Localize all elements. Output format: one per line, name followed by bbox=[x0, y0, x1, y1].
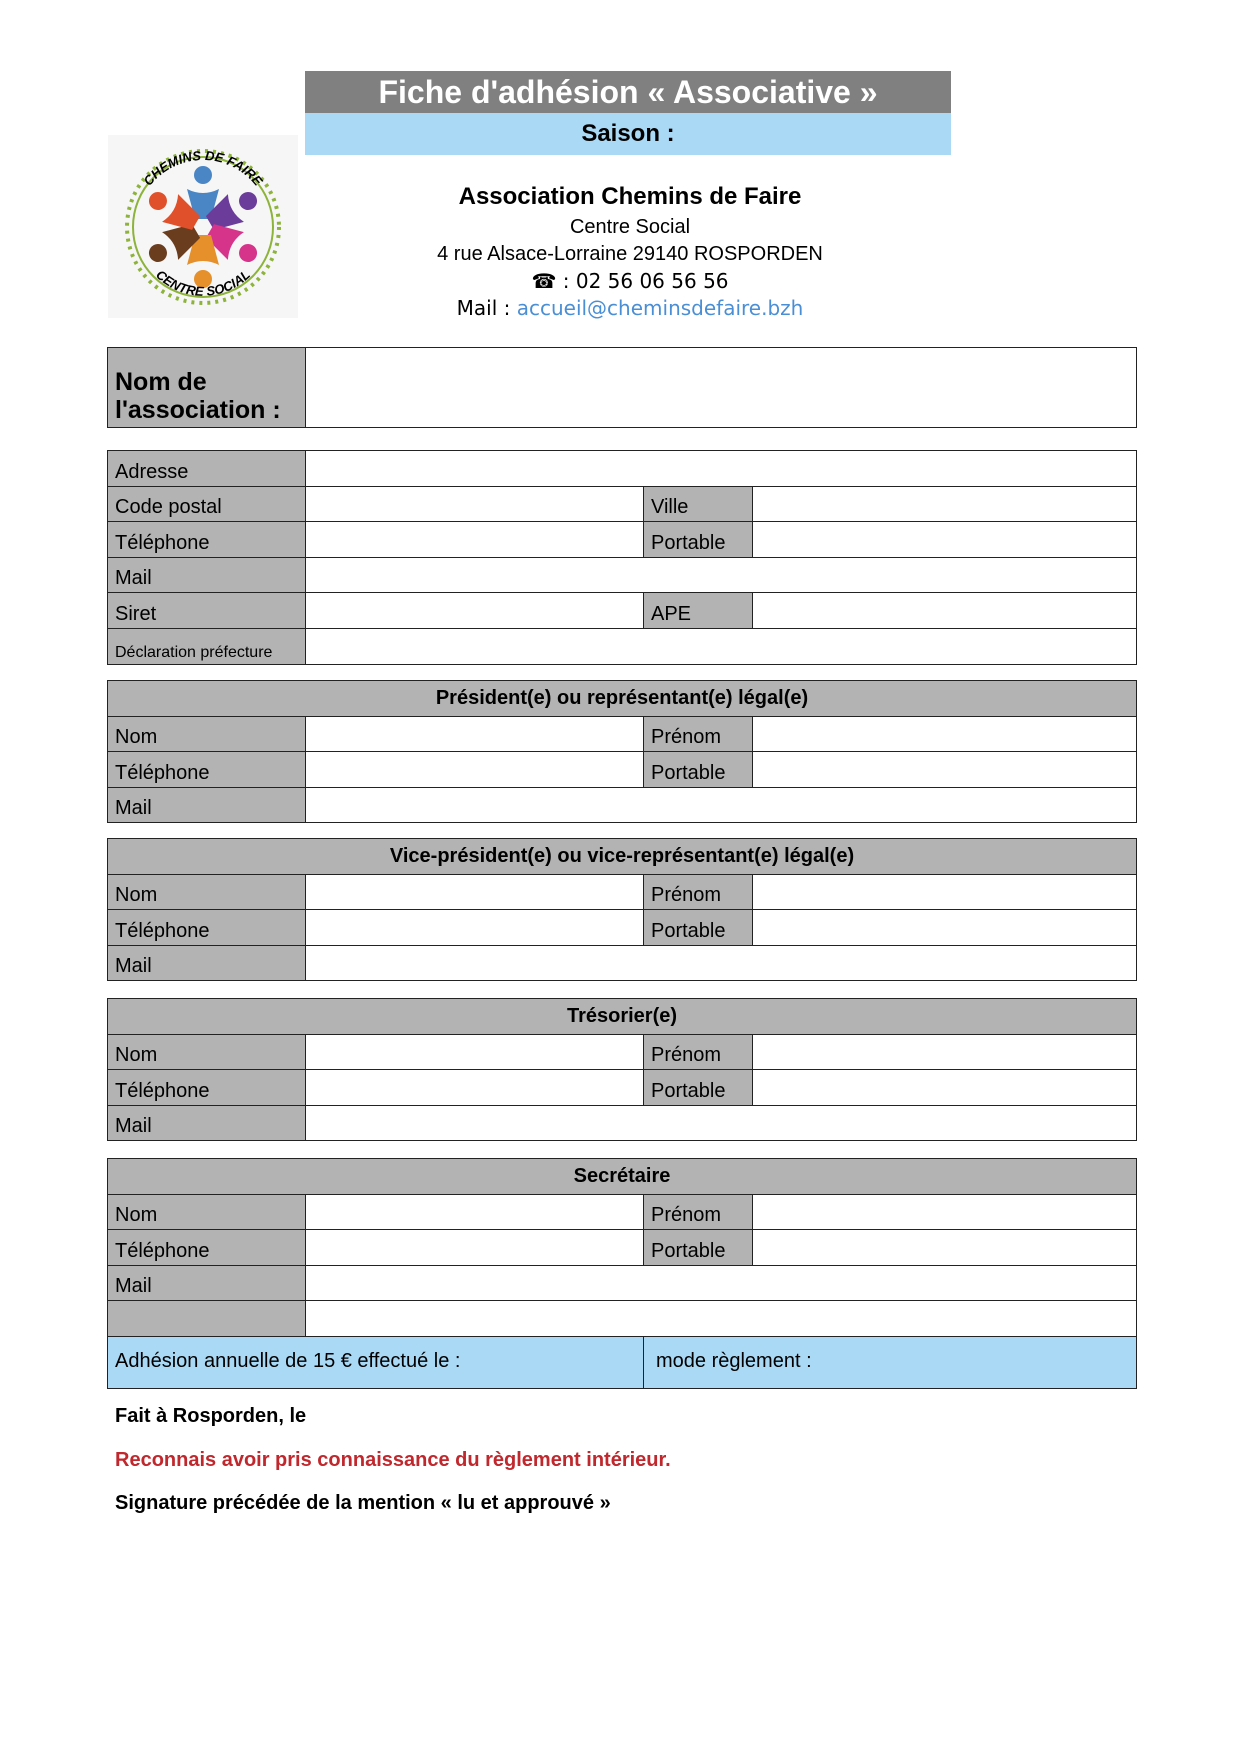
association-name-label: Nom de l'association : bbox=[108, 348, 306, 428]
phone-icon: ☎ bbox=[531, 269, 557, 293]
organization-mail: Mail : accueil@cheminsdefaire.bzh bbox=[456, 296, 804, 320]
section-president bbox=[107, 680, 1137, 823]
membership-fee-field[interactable]: Adhésion annuelle de 15 € effectué le : bbox=[108, 1336, 644, 1388]
mail-field[interactable] bbox=[306, 945, 1137, 981]
association-name-table bbox=[107, 347, 1137, 428]
mobile-label: Portable bbox=[644, 910, 753, 946]
organization-address: 4 rue Alsace-Lorraine 29140 ROSPORDEN bbox=[437, 243, 823, 265]
siret-field[interactable] bbox=[306, 593, 644, 629]
extra-label bbox=[108, 1301, 306, 1337]
postal-code-field[interactable] bbox=[306, 486, 644, 522]
association-name-field[interactable] bbox=[306, 348, 1137, 428]
organization-info bbox=[380, 180, 880, 322]
phone-label: Téléphone bbox=[108, 1070, 306, 1106]
mobile-field[interactable] bbox=[753, 1070, 1137, 1106]
prenom-field[interactable] bbox=[753, 1194, 1137, 1230]
section-secretary bbox=[107, 1158, 1137, 1389]
section-title: Trésorier(e) bbox=[108, 999, 1137, 1035]
mobile-label: Portable bbox=[644, 522, 753, 558]
nom-field[interactable] bbox=[306, 874, 644, 910]
mail-link[interactable]: accueil@cheminsdefaire.bzh bbox=[516, 296, 804, 320]
signature-line: Signature précédée de la mention « lu et approuvé » bbox=[115, 1492, 611, 1514]
phone-field[interactable] bbox=[306, 752, 644, 788]
mobile-field[interactable] bbox=[753, 910, 1137, 946]
prenom-field[interactable] bbox=[753, 1034, 1137, 1070]
phone-field[interactable] bbox=[306, 910, 644, 946]
mail-field[interactable] bbox=[306, 1105, 1137, 1141]
acknowledge-rules: Reconnais avoir pris connaissance du règlement intérieur. bbox=[115, 1449, 671, 1471]
nom-field[interactable] bbox=[306, 716, 644, 752]
prenom-label: Prénom bbox=[644, 874, 753, 910]
declaration-label: Déclaration préfecture bbox=[108, 628, 306, 664]
mobile-field[interactable] bbox=[753, 752, 1137, 788]
organization-subtitle: Centre Social bbox=[569, 216, 691, 238]
prenom-field[interactable] bbox=[753, 874, 1137, 910]
ape-field[interactable] bbox=[753, 593, 1137, 629]
prenom-label: Prénom bbox=[644, 1034, 753, 1070]
nom-field[interactable] bbox=[306, 1194, 644, 1230]
city-label: Ville bbox=[644, 486, 753, 522]
mail-label: Mail bbox=[108, 557, 306, 593]
mail-label: Mail bbox=[108, 1265, 306, 1301]
prenom-label: Prénom bbox=[644, 1194, 753, 1230]
address-field[interactable] bbox=[306, 451, 1137, 487]
address-label: Adresse bbox=[108, 451, 306, 487]
mail-field[interactable] bbox=[306, 1265, 1137, 1301]
mail-label: Mail bbox=[108, 1105, 306, 1141]
declaration-field[interactable] bbox=[306, 628, 1137, 664]
svg-text:CHEMINS DE FAIRE: CHEMINS DE FAIRE bbox=[140, 147, 266, 189]
siret-label: Siret bbox=[108, 593, 306, 629]
nom-field[interactable] bbox=[306, 1034, 644, 1070]
nom-label: Nom bbox=[108, 716, 306, 752]
nom-label: Nom bbox=[108, 1194, 306, 1230]
ape-label: APE bbox=[644, 593, 753, 629]
mail-label: Mail bbox=[108, 945, 306, 981]
phone-label: Téléphone bbox=[108, 522, 306, 558]
mobile-label: Portable bbox=[644, 1230, 753, 1266]
season-label: Saison : bbox=[305, 113, 951, 155]
nom-label: Nom bbox=[108, 1034, 306, 1070]
mail-field[interactable] bbox=[306, 787, 1137, 823]
prenom-label: Prénom bbox=[644, 716, 753, 752]
mobile-field[interactable] bbox=[753, 1230, 1137, 1266]
extra-field[interactable] bbox=[306, 1301, 1137, 1337]
section-title: Vice-président(e) ou vice-représentant(e) légal(e) bbox=[108, 839, 1137, 875]
phone-label: Téléphone bbox=[108, 752, 306, 788]
prenom-field[interactable] bbox=[753, 716, 1137, 752]
city-field[interactable] bbox=[753, 486, 1137, 522]
contact-table bbox=[107, 450, 1137, 665]
phone-label: Téléphone bbox=[108, 1230, 306, 1266]
mobile-field[interactable] bbox=[753, 522, 1137, 558]
phone-label: Téléphone bbox=[108, 910, 306, 946]
mobile-label: Portable bbox=[644, 1070, 753, 1106]
section-title: Président(e) ou représentant(e) légal(e) bbox=[108, 681, 1137, 717]
mobile-label: Portable bbox=[644, 752, 753, 788]
postal-code-label: Code postal bbox=[108, 486, 306, 522]
svg-text:CENTRE SOCIAL: CENTRE SOCIAL bbox=[153, 266, 253, 299]
mail-field[interactable] bbox=[306, 557, 1137, 593]
organization-phone: ☎ : 02 56 06 56 56 bbox=[531, 269, 729, 293]
mail-label: Mail bbox=[108, 787, 306, 823]
phone-field[interactable] bbox=[306, 522, 644, 558]
nom-label: Nom bbox=[108, 874, 306, 910]
people-circle-logo-icon bbox=[108, 135, 298, 318]
place-date-line: Fait à Rosporden, le bbox=[115, 1405, 307, 1427]
organization-name: Association Chemins de Faire bbox=[458, 183, 802, 210]
payment-mode-field[interactable]: mode règlement : bbox=[644, 1336, 1137, 1388]
section-vice-president bbox=[107, 838, 1137, 981]
section-treasurer bbox=[107, 998, 1137, 1141]
logo bbox=[108, 135, 298, 318]
phone-field[interactable] bbox=[306, 1070, 644, 1106]
section-title: Secrétaire bbox=[108, 1159, 1137, 1195]
phone-field[interactable] bbox=[306, 1230, 644, 1266]
form-title: Fiche d'adhésion « Associative » bbox=[305, 71, 951, 113]
